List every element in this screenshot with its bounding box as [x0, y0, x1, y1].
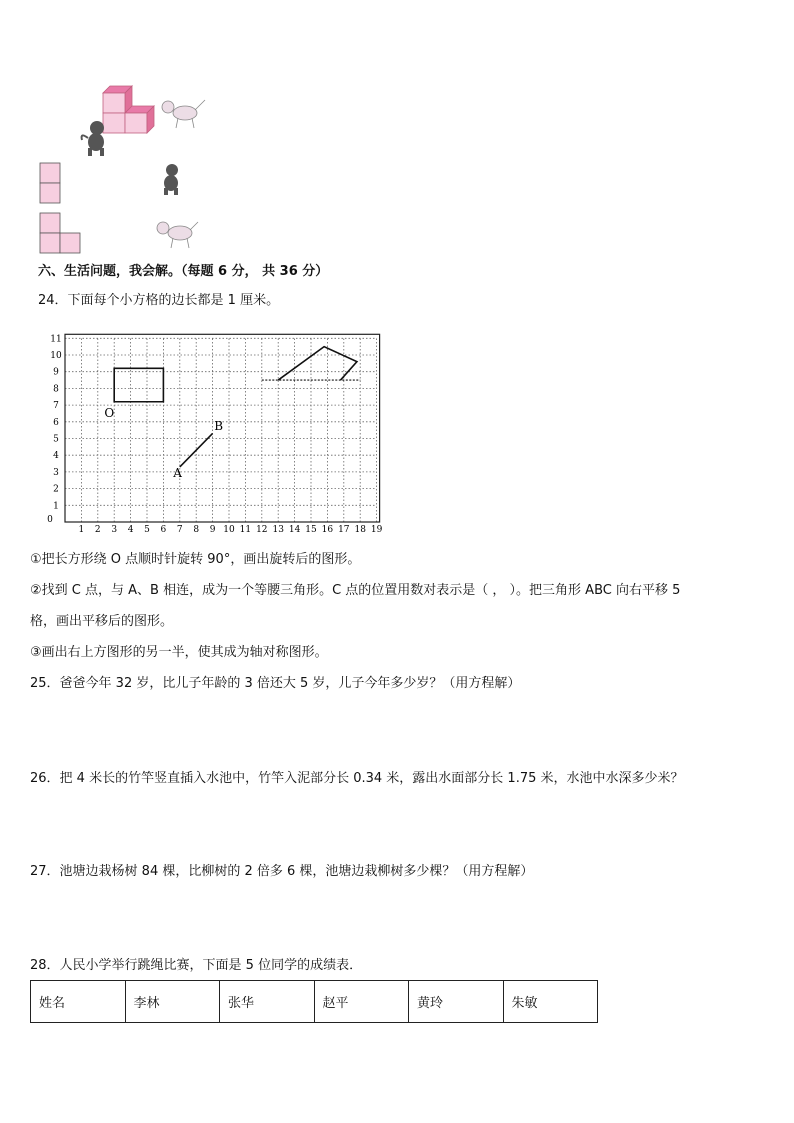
y-tick-label: 8 — [53, 384, 59, 395]
question-24-part-3: ③画出右上方图形的另一半，使其成为轴对称图形。 — [30, 645, 328, 660]
x-tick-label: 2 — [94, 525, 101, 535]
dog-icon — [162, 100, 205, 128]
front-view-two-squares — [40, 163, 60, 203]
y-tick-label: 5 — [53, 434, 59, 445]
question-24-part-1: ①把长方形绕 O 点顺时针旋转 90°，画出旋转后的图形。 — [30, 552, 361, 567]
side-view-three-squares — [40, 213, 80, 253]
x-tick-label: 11 — [239, 525, 252, 535]
table-cell: 李林 — [125, 981, 220, 1023]
y-tick-label: 2 — [53, 484, 59, 495]
monkey-icon — [82, 121, 104, 156]
y-tick-label: 7 — [53, 401, 59, 412]
monkey-icon — [164, 164, 178, 195]
x-tick-label: 0 — [47, 515, 53, 525]
point-b-label: B — [214, 419, 224, 434]
point-a-label: A — [173, 465, 182, 480]
y-tick-label: 4 — [53, 451, 59, 462]
x-tick-label: 7 — [176, 525, 183, 535]
dog-icon — [157, 222, 198, 248]
y-tick-label: 9 — [53, 367, 59, 378]
table-cell-header: 姓名 — [31, 981, 126, 1023]
cube-figure-illustration — [30, 80, 230, 260]
x-tick-label: 13 — [272, 525, 284, 535]
coordinate-grid — [40, 325, 400, 535]
rectangle-shape — [114, 368, 163, 401]
question-28: 28．人民小学举行跳绳比赛，下面是 5 位同学的成绩表． — [30, 958, 363, 973]
half-figure — [278, 347, 357, 380]
x-tick-label: 17 — [338, 525, 350, 535]
table-cell: 张华 — [220, 981, 315, 1023]
x-tick-label: 15 — [305, 525, 317, 535]
x-tick-label: 4 — [127, 525, 134, 535]
x-tick-label: 3 — [111, 525, 118, 535]
question-24-part-2: ②找到 C 点，与 A、B 相连，成为一个等腰三角形。C 点的位置用数对表示是（ ， ）。把三角形 ABC 向右平移 5 — [30, 583, 681, 598]
cube-stack — [103, 86, 154, 133]
question-26: 26．把 4 米长的竹竿竖直插入水池中，竹竿入泥部分长 0.34 米，露出水面部分长 1.75 米，水池中水深多少米？ — [30, 771, 684, 786]
x-tick-label: 8 — [193, 525, 200, 535]
question-24-stem: 24．下面每个小方格的边长都是 1 厘米。 — [38, 293, 280, 308]
x-tick-label: 5 — [144, 525, 150, 535]
question-25: 25．爸爸今年 32 岁，比儿子年龄的 3 倍还大 5 岁，儿子今年多少岁？（用方程解） — [30, 676, 521, 691]
y-tick-label: 1 — [53, 501, 59, 512]
x-tick-label: 6 — [160, 525, 167, 535]
x-tick-label: 19 — [370, 525, 383, 535]
x-tick-label: 1 — [78, 525, 85, 535]
table-cell: 赵平 — [314, 981, 409, 1023]
question-24-part-2-cont: 格，画出平移后的图形。 — [30, 614, 174, 629]
x-tick-label: 18 — [354, 525, 366, 535]
question-27: 27．池塘边栽杨树 84 棵，比柳树的 2 倍多 6 棵，池塘边栽柳树多少棵？（用方程解） — [30, 864, 534, 879]
x-tick-label: 9 — [209, 525, 216, 535]
section-heading: 六、生活问题，我会解。（每题 6 分， 共 36 分） — [38, 264, 329, 279]
x-tick-label: 16 — [321, 525, 334, 535]
score-table — [30, 980, 598, 1023]
table-row — [31, 981, 598, 1023]
point-o-label: O — [104, 405, 115, 420]
x-tick-label: 12 — [256, 525, 268, 535]
x-tick-label: 14 — [288, 525, 301, 535]
y-tick-label: 10 — [50, 351, 62, 361]
y-tick-label: 11 — [50, 334, 62, 345]
y-tick-label: 3 — [53, 467, 59, 478]
y-tick-label: 6 — [53, 417, 59, 428]
table-cell: 黄玲 — [409, 981, 504, 1023]
table-cell: 朱敏 — [503, 981, 598, 1023]
x-tick-label: 10 — [223, 525, 235, 535]
